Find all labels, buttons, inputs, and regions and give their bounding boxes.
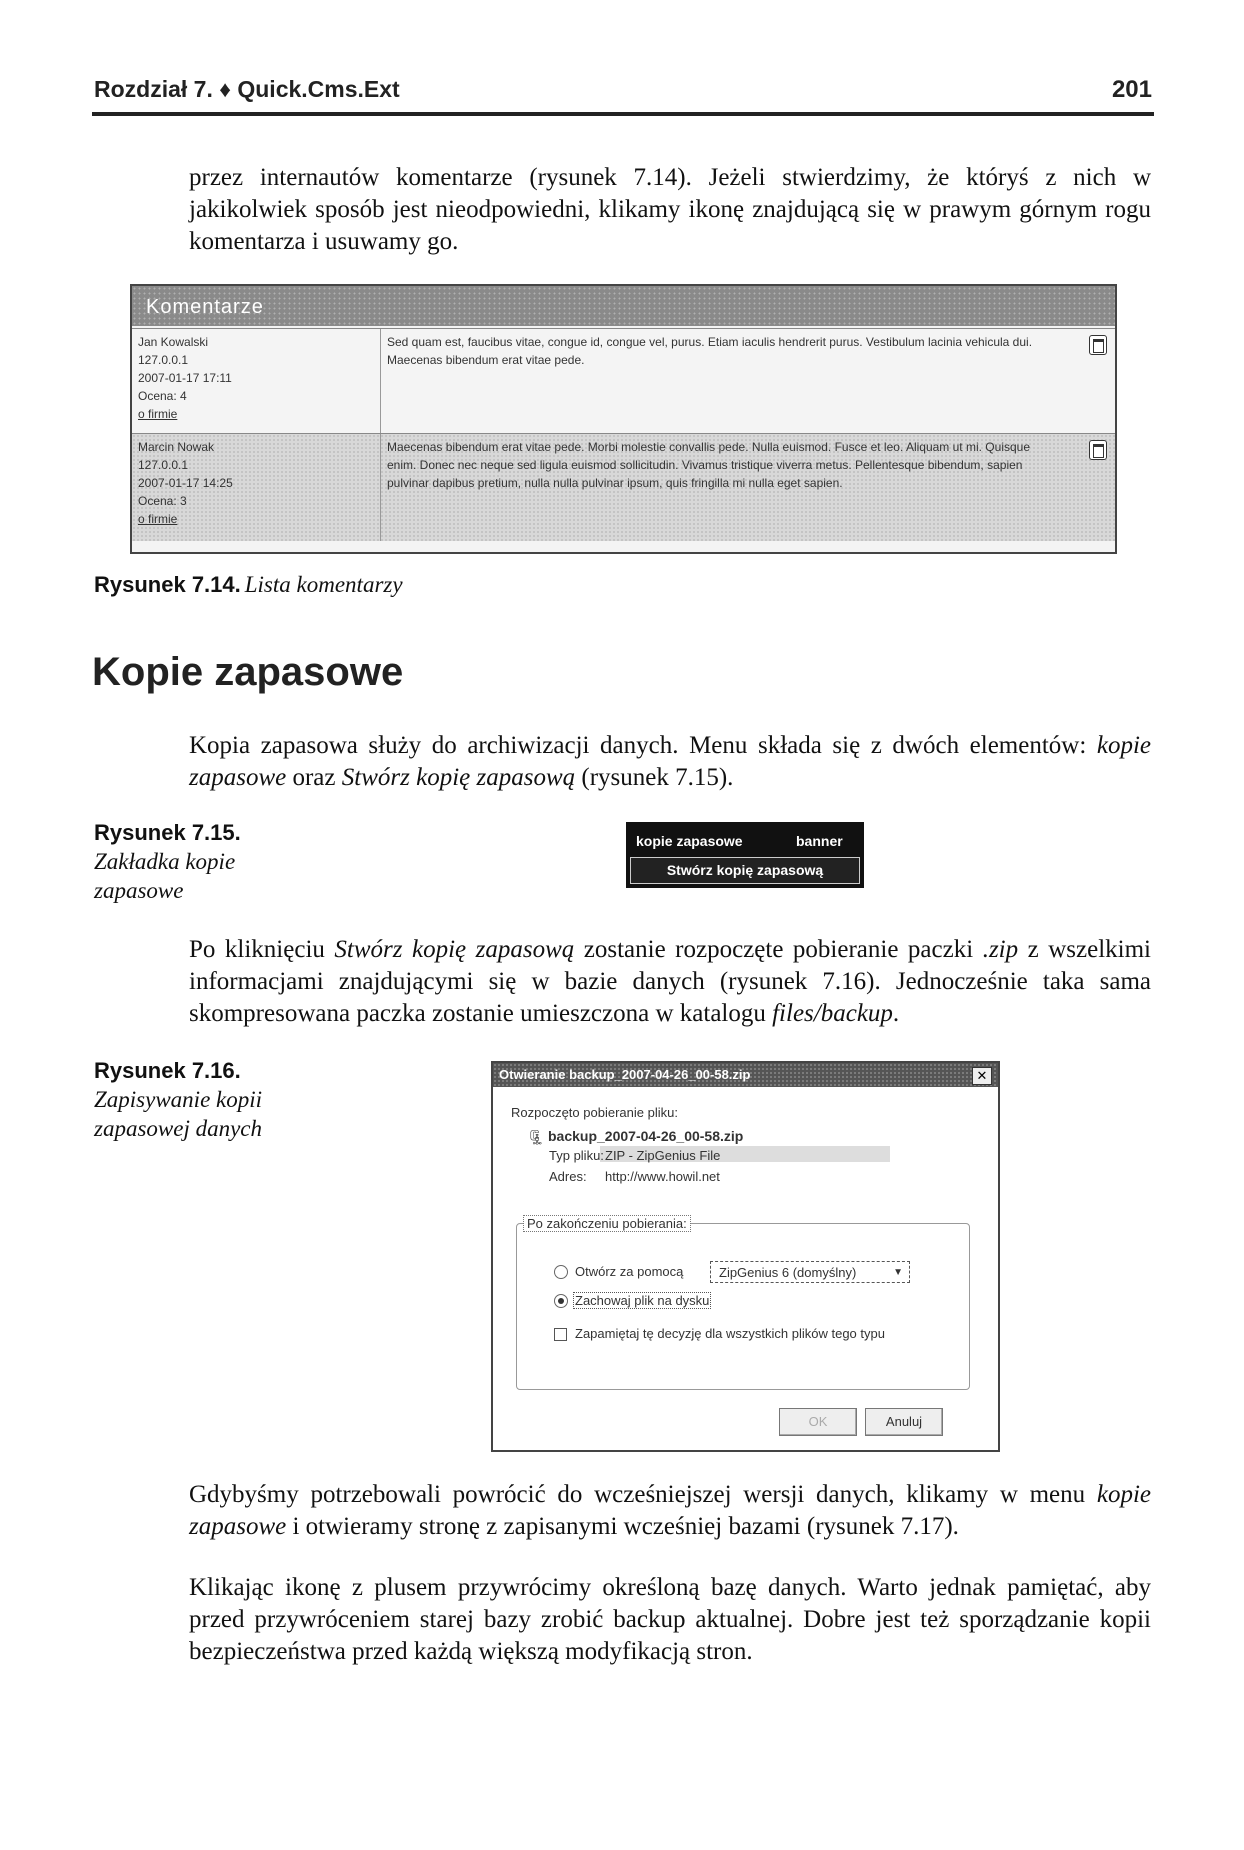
comment-row (132, 433, 1115, 541)
save-file-label: Zachowaj plik na dysku (575, 1293, 710, 1308)
backup-menu-figure (626, 822, 864, 888)
comment-text: Sed quam est, faucibus vitae, congue id, congue vel, purus. Etiam iaculis hendrerit purus. Vestibulum lacinia vehicula dui. Maecenas bibendum erat vitae pede. (387, 335, 1033, 367)
text-run-italic: Stwórz kopię zapasową (341, 764, 576, 791)
figure-caption-7-16 (94, 1056, 314, 1143)
figure-label: Rysunek 7.16. (94, 1058, 241, 1083)
open-with-select[interactable] (710, 1261, 910, 1283)
figure-caption: Zakładka kopie zapasowe (94, 849, 236, 903)
dialog-title: Otwieranie backup_2007-04-26_00-58.zip (493, 1063, 998, 1087)
page-number: 201 (1111, 76, 1152, 103)
after-download-label: Po zakończeniu pobierania: (523, 1215, 691, 1232)
text-run-italic: files/backup (772, 1000, 893, 1027)
text-run: i otwieramy stronę z zapisanymi wcześniej bazami (rysunek 7.17). (286, 1513, 959, 1540)
create-backup-button[interactable]: Stwórz kopię zapasową (630, 857, 860, 884)
file-type-label: Typ pliku: (549, 1148, 604, 1163)
delete-icon[interactable] (1089, 335, 1107, 355)
figure-caption-7-14 (94, 572, 403, 598)
comment-date: 2007-01-17 14:25 (138, 476, 233, 490)
comments-panel-title: Komentarze (132, 286, 1115, 326)
text-run: zostanie rozpoczęte pobieranie paczki (574, 936, 983, 963)
paragraph-text: Klikając ikonę z plusem przywrócimy określoną bazę danych. Warto jednak pamiętać, aby przed przywróceniem starej bazy zrobić backup aktualnej. Dobre jest też sporządzanie kopii bezpieczeństwa przed każdą większą modyfikacją stron. (189, 1574, 1151, 1665)
remember-label: Zapamiętaj tę decyzję dla wszystkich plików tego typu (575, 1326, 885, 1341)
comment-ip: 127.0.0.1 (138, 458, 189, 472)
comment-text: Maecenas bibendum erat vitae pede. Morbi molestie convallis pede. Nulla euismod. Fusce et leo. Aliquam ut mi. Quisque enim. Donec nec neque sed ligula euismod sollicitudin. Vivamus tristique viverra metus. Pellentesque bibendum, sapien pulvinar dapibus pretium, nulla nulla pulvinar ipsum, quis fringilla mi nulla eget sapien. (387, 440, 1031, 490)
open-with-select-value: ZipGenius 6 (domyślny) (719, 1265, 857, 1280)
text-run-italic: kopie zapasowe (189, 732, 1151, 791)
running-header (92, 70, 1154, 116)
figure-label: Rysunek 7.14. (94, 572, 241, 597)
comment-rating: Ocena: 4 (138, 389, 187, 403)
comment-author: Jan Kowalski (138, 335, 209, 349)
comment-date: 2007-01-17 17:11 (138, 371, 232, 385)
ok-button[interactable]: OK (779, 1408, 857, 1436)
save-file-radio[interactable] (554, 1294, 568, 1308)
close-icon[interactable]: ✕ (972, 1067, 992, 1085)
comment-author: Marcin Nowak (138, 440, 215, 454)
file-name: backup_2007-04-26_00-58.zip (548, 1128, 744, 1144)
section-heading: Kopie zapasowe (92, 650, 404, 694)
column-divider (380, 329, 381, 433)
comment-rating: Ocena: 3 (138, 494, 187, 508)
text-run: . (892, 1000, 900, 1027)
text-run: z wszelkimi informacjami znajdującymi się w bazie danych (rysunek 7.16). Jednocześnie taka sama skompresowana paczka zostanie umieszczona w katalogu (189, 936, 1151, 1027)
menu-tabs (626, 822, 864, 856)
figure-caption: Lista komentarzy (244, 572, 403, 597)
figure-caption-7-15 (94, 818, 304, 905)
download-started-label: Rozpoczęto pobieranie pliku: (511, 1105, 678, 1120)
paragraph-text: przez internautów komentarze (rysunek 7.14). Jeżeli stwierdzimy, że któryś z nich w jakikolwiek sposób jest nieodpowiedni, klikamy ikonę znajdującą się w prawym górnym rogu komentarza i usuwamy go. (189, 164, 1151, 255)
text-run-italic: kopie zapasowe (189, 1481, 1151, 1540)
file-type-value: ZIP - ZipGenius File (605, 1148, 721, 1163)
text-run: (rysunek 7.15). (575, 764, 734, 791)
download-dialog (491, 1061, 1000, 1452)
address-value: http://www.howil.net (605, 1169, 720, 1184)
column-divider (380, 434, 381, 541)
tab-kopie-zapasowe[interactable]: kopie zapasowe (636, 833, 743, 849)
comment-ip: 127.0.0.1 (138, 353, 189, 367)
text-run-italic: Stwórz kopię zapasową (334, 936, 575, 963)
comment-page-link[interactable]: o firmie (138, 512, 178, 526)
chevron-down-icon: ▼ (893, 1267, 903, 1278)
text-run: Po kliknięciu (189, 936, 335, 963)
delete-icon[interactable] (1089, 440, 1107, 460)
comment-author-block (138, 333, 368, 423)
paragraph-restore-tip (189, 1572, 1151, 1668)
comments-figure (130, 284, 1117, 554)
zip-file-icon: 🗜 (527, 1129, 545, 1145)
chapter-title: Rozdział 7. ♦ Quick.Cms.Ext (94, 76, 400, 102)
text-run: Kopia zapasowa służy do archiwizacji danych. Menu składa się z dwóch elementów: (189, 732, 1097, 759)
address-label: Adres: (549, 1169, 587, 1184)
tab-banner[interactable]: banner (796, 833, 843, 849)
comment-author-block (138, 438, 368, 528)
open-with-label: Otwórz za pomocą (575, 1264, 684, 1279)
text-run: oraz (286, 764, 342, 791)
paragraph-intro (189, 162, 1151, 258)
comment-row (132, 328, 1115, 433)
figure-label: Rysunek 7.15. (94, 820, 241, 845)
comment-page-link[interactable]: o firmie (138, 407, 178, 421)
cancel-button[interactable]: Anuluj (865, 1408, 943, 1436)
remember-checkbox[interactable] (554, 1328, 567, 1341)
figure-caption: Zapisywanie kopii zapasowej danych (94, 1087, 263, 1141)
text-run-italic: .zip (982, 936, 1019, 963)
paragraph-restore (189, 1479, 1151, 1543)
paragraph-download (189, 934, 1151, 1030)
text-run: Gdybyśmy potrzebowali powrócić do wcześniejszej wersji danych, klikamy w menu (189, 1481, 1097, 1508)
paragraph-backup-intro (189, 730, 1151, 794)
open-with-radio[interactable] (554, 1265, 568, 1279)
